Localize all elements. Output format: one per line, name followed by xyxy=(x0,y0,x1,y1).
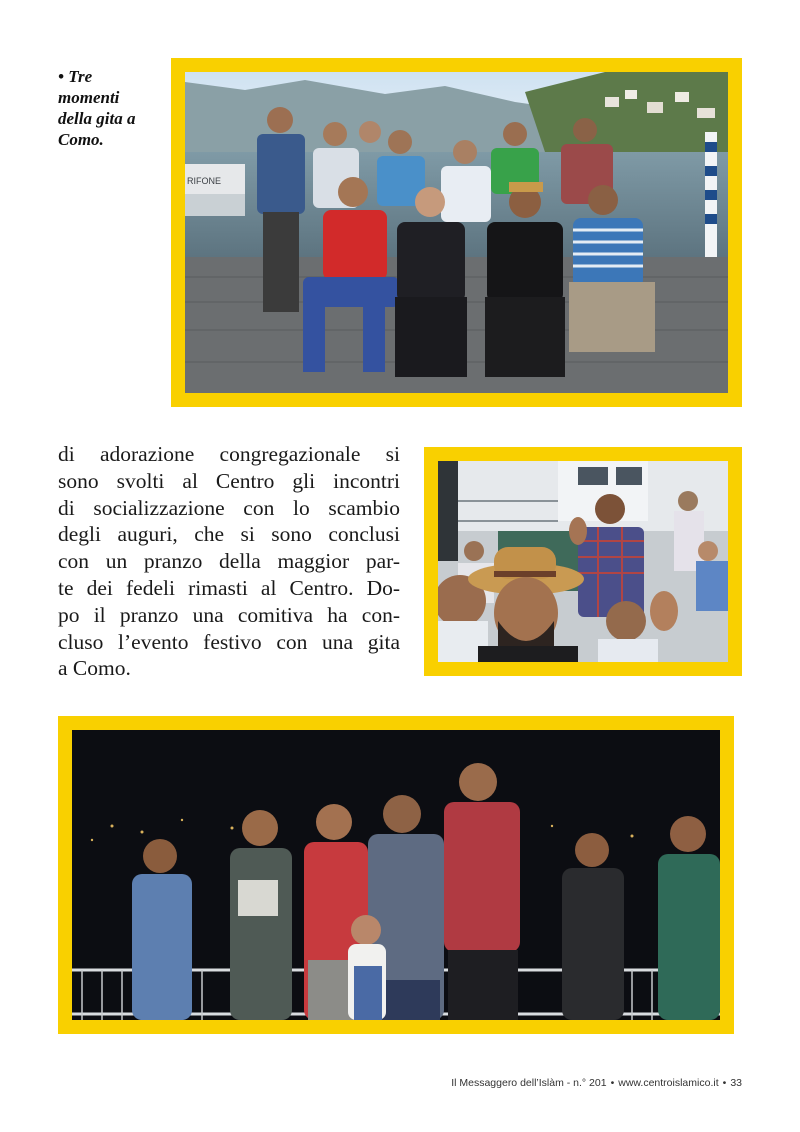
photo-group-lakeside xyxy=(185,72,728,393)
caption-line-2: momenti xyxy=(58,88,120,107)
footer-website-link[interactable]: www.centroislamico.it xyxy=(618,1077,719,1089)
page-footer xyxy=(451,1077,742,1089)
caption-bullet: • xyxy=(58,67,64,86)
photo-frame-group-lakeside xyxy=(171,58,742,407)
footer-separator: • xyxy=(610,1077,615,1089)
photo-boat-selfie xyxy=(438,461,728,662)
footer-publication: Il Messaggero dell’Islàm - n.° 201 xyxy=(451,1077,607,1089)
footer-separator: • xyxy=(722,1077,727,1089)
caption-line-1: Tre xyxy=(68,67,93,86)
article-line: te dei fedeli rimasti al Centro. Do- xyxy=(58,575,400,600)
caption-line-3: della gita a xyxy=(58,109,136,128)
article-line: con un pranzo della maggior par- xyxy=(58,549,400,574)
photo-frame-night-group xyxy=(58,716,734,1034)
article-line: po il pranzo una comitiva ha con- xyxy=(58,602,400,627)
article-line: di socializzazione con lo scambio xyxy=(58,495,400,520)
boat-name-label: RIFONE xyxy=(187,176,222,186)
article-line: di adorazione congregazionale si xyxy=(58,442,400,466)
photo-night-group xyxy=(72,730,720,1020)
article-line: sono svolti al Centro gli incontri xyxy=(58,468,400,493)
page-number: 33 xyxy=(730,1077,742,1089)
caption-line-4: Como. xyxy=(58,130,104,149)
photo-caption xyxy=(58,66,168,150)
article-body xyxy=(58,441,400,682)
article-line: cluso l’evento festivo con una gita xyxy=(58,629,400,654)
photo-frame-boat-selfie xyxy=(424,447,742,676)
article-line: degli auguri, che si sono conclusi xyxy=(58,522,400,547)
article-line: a Como. xyxy=(58,656,131,681)
